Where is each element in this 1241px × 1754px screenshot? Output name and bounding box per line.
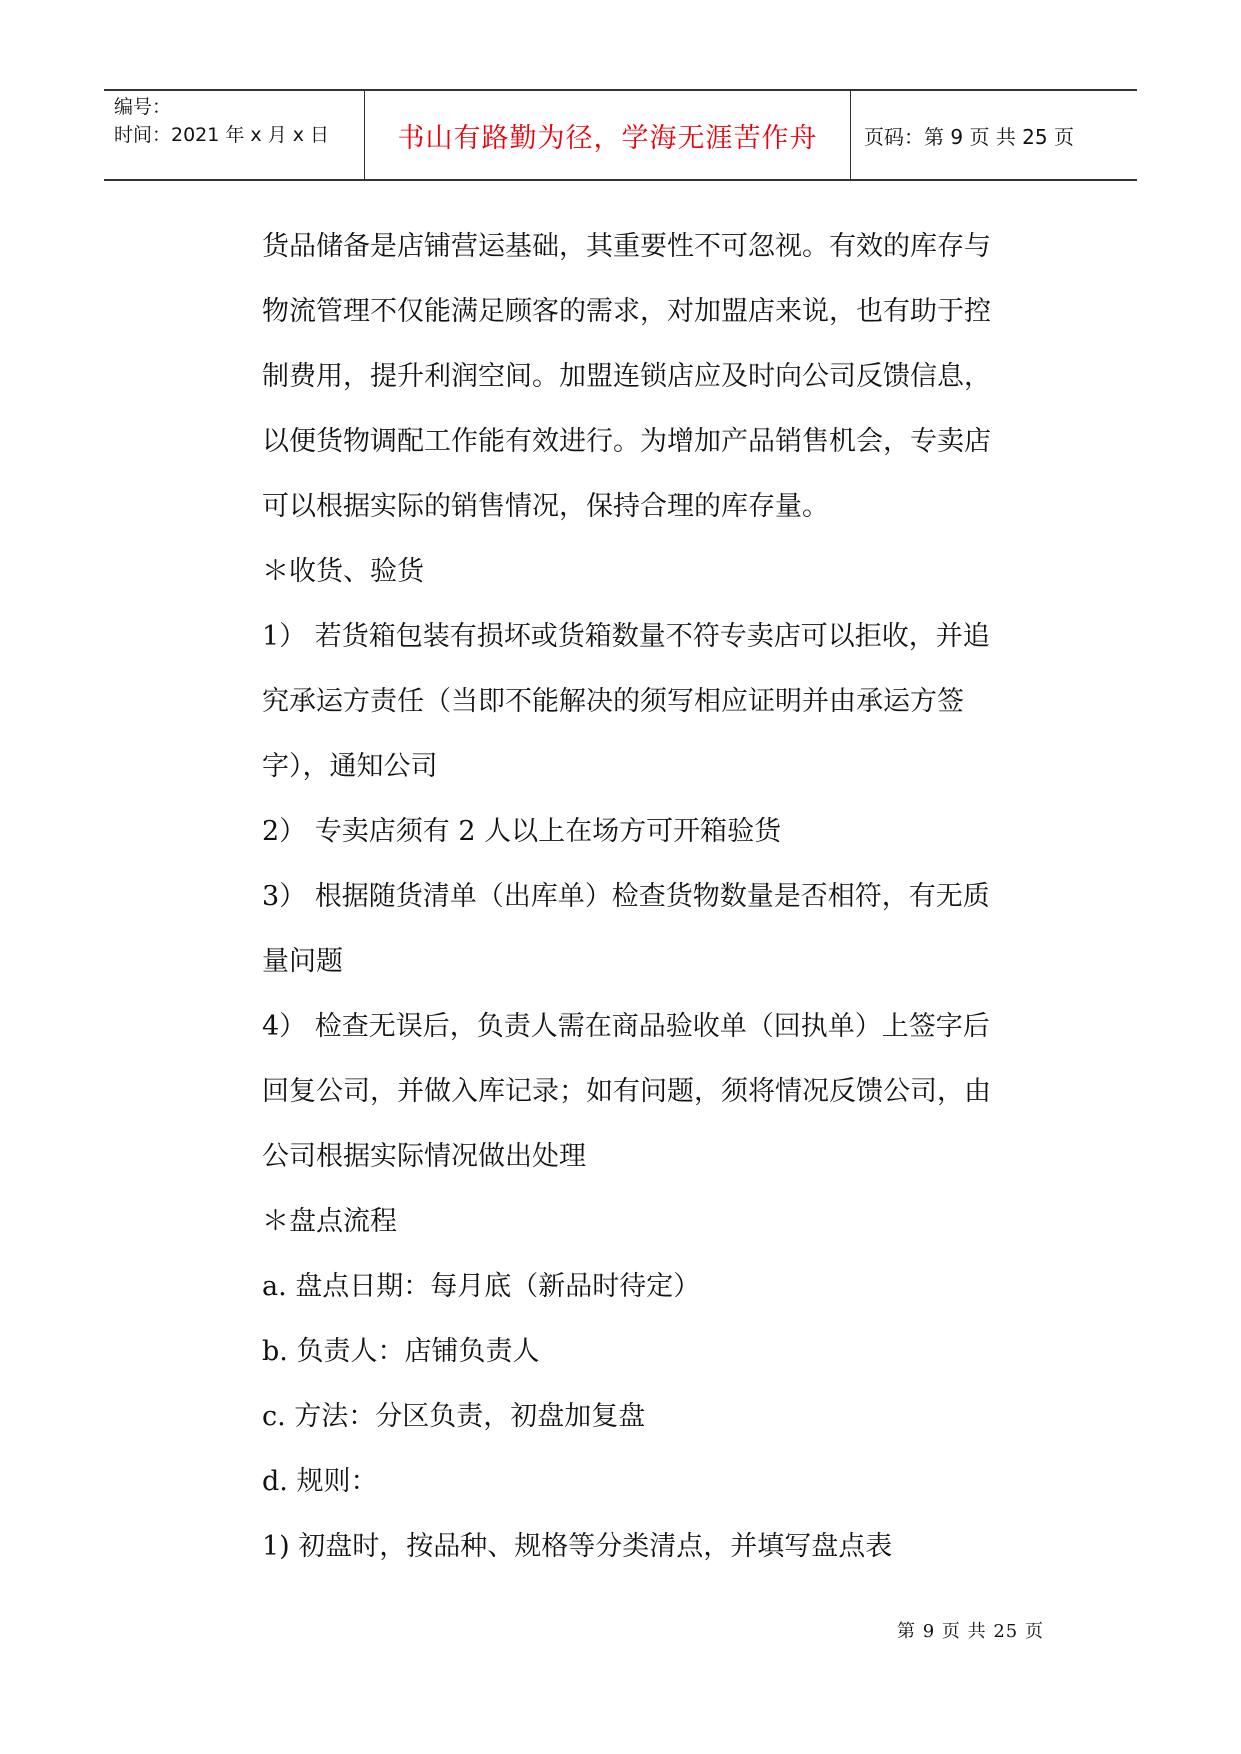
document-body: [262, 214, 1052, 1579]
body-line: 货品储备是店铺营运基础，其重要性不可忽视。有效的库存与: [262, 231, 991, 262]
page-footer: 第 9 页 共 25 页: [897, 1621, 1044, 1642]
body-line: 回复公司，并做入库记录；如有问题，须将情况反馈公司，由: [262, 1076, 991, 1107]
section-heading-inventory: ＊盘点流程: [262, 1206, 397, 1237]
body-line: 可以根据实际的销售情况，保持合理的库存量。: [262, 491, 829, 522]
header-divider: [850, 91, 851, 179]
motto-text: 书山有路勤为径，学海无涯苦作舟: [397, 122, 818, 154]
body-line: 字），通知公司: [262, 751, 438, 782]
body-line: c. 方法：分区负责，初盘加复盘: [262, 1401, 646, 1432]
number-label: 编号：: [114, 96, 172, 118]
body-line: 究承运方责任（当即不能解决的须写相应证明并由承运方签: [262, 686, 964, 717]
body-line: 物流管理不仅能满足顾客的需求，对加盟店来说，也有助于控: [262, 296, 991, 327]
body-line: 3） 根据随货清单（出库单）检查货物数量是否相符，有无质: [262, 881, 990, 912]
body-line: 2） 专卖店须有 2 人以上在场方可开箱验货: [262, 816, 782, 847]
body-line: 制费用，提升利润空间。加盟连锁店应及时向公司反馈信息，: [262, 361, 991, 392]
section-heading-receiving: ＊收货、验货: [262, 556, 424, 587]
body-line: 以便货物调配工作能有效进行。为增加产品销售机会，专卖店: [262, 426, 991, 457]
header-meta: [114, 91, 364, 179]
body-line: 4） 检查无误后，负责人需在商品验收单（回执单）上签字后: [262, 1011, 990, 1042]
body-line: 公司根据实际情况做出处理: [262, 1141, 586, 1172]
body-line: b. 负责人：店铺负责人: [262, 1336, 540, 1367]
body-line: 1） 若货箱包装有损坏或货箱数量不符专卖店可以拒收，并追: [262, 621, 990, 652]
body-line: 量问题: [262, 946, 343, 977]
body-line: a. 盘点日期：每月底（新品时待定）: [262, 1271, 701, 1302]
time-label: 时间：2021 年 x 月 x 日: [114, 124, 330, 146]
header-page-info: 页码：第 9 页 共 25 页: [864, 124, 1074, 149]
body-line: 1) 初盘时，按品种、规格等分类清点，并填写盘点表: [262, 1531, 893, 1562]
body-line: d. 规则：: [262, 1466, 378, 1497]
page-header: [104, 89, 1137, 181]
